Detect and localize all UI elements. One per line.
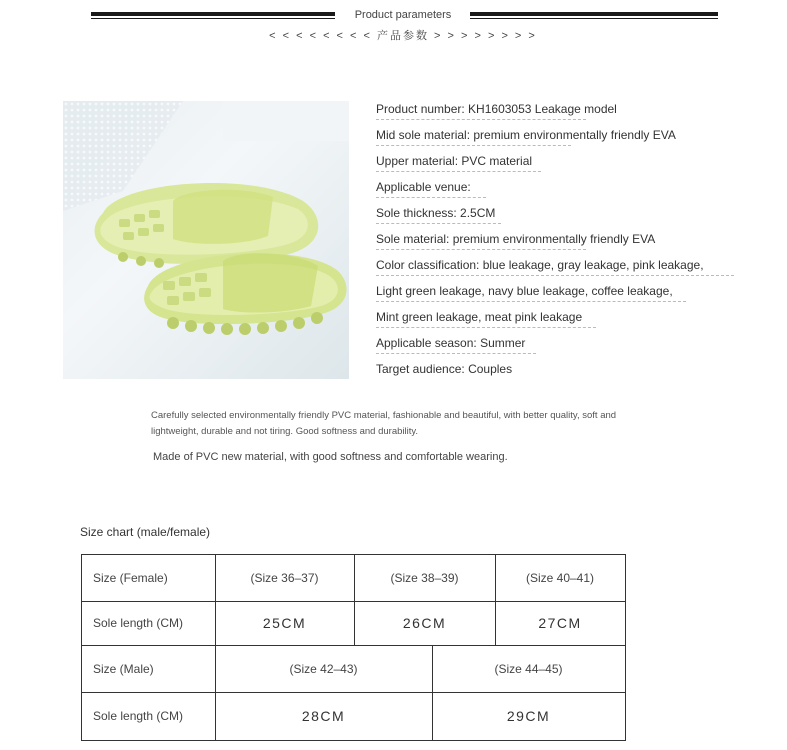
female-size-36-37: (Size 36–37) (250, 571, 319, 585)
parameter-list (376, 96, 756, 382)
header-rule-right (470, 12, 718, 16)
product-description-secondary: Made of PVC new material, with good softness and comfortable wearing. (153, 451, 508, 463)
female-length-25: 25CM (262, 615, 307, 631)
section-title: Product parameters (354, 9, 452, 21)
female-size-label: Size (Female) (93, 571, 168, 585)
param-target-audience: Target audience: Couples (376, 362, 513, 376)
product-photo (63, 101, 349, 379)
female-size-38-39: (Size 38–39) (390, 571, 459, 585)
param-color-line-2: Light green leakage, navy blue leakage, coffee leakage, (376, 278, 756, 304)
male-size-44-45: (Size 44–45) (494, 661, 563, 676)
header-rule-left (91, 12, 335, 16)
female-length-26: 26CM (402, 615, 447, 631)
param-applicable-venue: Applicable venue: (376, 174, 756, 200)
size-chart-table (81, 554, 626, 741)
product-description: Carefully selected environmentally friendly PVC material, fashionable and beautiful, with better quality, soft and lightweight, durable and not tiring. Good softness and durability. (151, 410, 617, 437)
param-applicable-season: Applicable season: Summer (376, 330, 756, 356)
param-mid-sole: Mid sole material: premium environmentally friendly EVA (376, 122, 756, 148)
sole-length-label-male: Sole length (CM) (93, 709, 184, 723)
param-sole-thickness: Sole thickness: 2.5CM (376, 200, 756, 226)
param-color-line-3: Mint green leakage, meat pink leakage (376, 304, 756, 330)
female-length-27: 27CM (538, 615, 582, 631)
size-chart-title: Size chart (male/female) (80, 525, 211, 539)
male-length-28: 28CM (301, 708, 346, 724)
section-subtitle: < < < < < < < < 产品参数 > > > > > > > > (269, 30, 537, 42)
male-size-label: Size (Male) (93, 661, 154, 676)
male-size-42-43: (Size 42–43) (289, 661, 358, 676)
sole-length-label-female: Sole length (CM) (93, 616, 184, 630)
param-sole-material: Sole material: premium environmentally friendly EVA (376, 226, 756, 252)
param-color-classification: Color classification: blue leakage, gray leakage, pink leakage, (376, 252, 756, 278)
female-size-40-41: (Size 40–41) (525, 571, 595, 585)
slipper-image (63, 101, 349, 379)
param-product-number: Product number: KH1603053 Leakage model (376, 96, 756, 122)
male-length-29: 29CM (506, 708, 551, 724)
param-upper-material: Upper material: PVC material (376, 148, 756, 174)
